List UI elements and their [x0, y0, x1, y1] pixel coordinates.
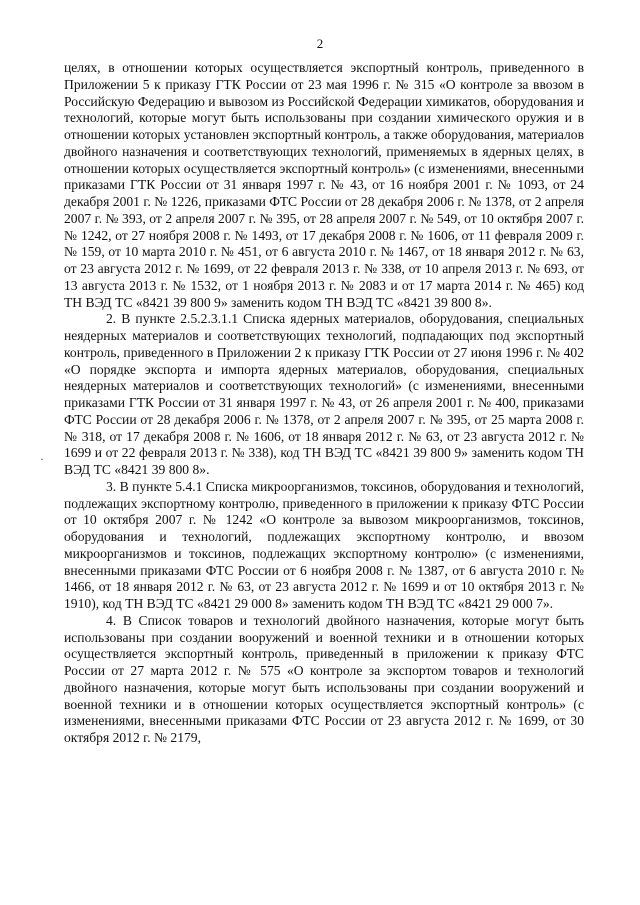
paragraph-item-3: 3. В пункте 5.4.1 Списка микроорганизмов, токсинов, оборудования и технологий, подлежащих экспортному контролю, приведенного в приложении к приказу ФТС России от 10 октября 2007 г. № 1242 «О контроле за вывозом микроорганизмов, токсинов, оборудования и технологий, подлежащих экспортному контролю, и ввозом микроорганизмов и токсинов, подлежащих экспортному контролю» (с изменениями, внесенными приказами ФТС России от 6 ноября 2008 г. № 1387, от 6 августа 2010 г. № 1466, от 18 января 2012 г. № 63, от 23 августа 2012 г. № 1699 и от 10 октября 2013 г. № 1910), код ТН ВЭД ТС «8421 29 000 8» заменить кодом ТН ВЭД ТС «8421 29 000 7». [64, 478, 584, 611]
paragraph-item-2: 2. В пункте 2.5.2.3.1.1 Списка ядерных материалов, оборудования, специальных неядерных материалов и соответствующих технологий, подпадающих под экспортный контроль, приведенного в Приложении 2 к приказу ГТК России от 27 июня 1996 г. № 402 «О порядке экспорта и импорта ядерных материалов, оборудования, специальных неядерных материалов и соответствующих технологий» (с изменениями, внесенными приказами ГТК России от 31 января 1997 г. № 43, от 26 апреля 2001 г. № 400, приказами ФТС России от 28 декабря 2006 г. № 1378, от 2 апреля 2007 г. № 395, от 25 марта 2008 г. № 318, от 17 декабря 2008 г. № 1606, от 18 января 2012 г. № 63, от 23 августа 2012 г. № 1699 и от 22 февраля 2013 г. № 338), код ТН ВЭД ТС «8421 39 800 9» заменить кодом ТН ВЭД ТС «8421 39 800 8». [64, 311, 584, 477]
paragraph-continuation: целях, в отношении которых осуществляется экспортный контроль, приведенного в Приложении 5 к приказу ГТК России от 23 мая 1996 г. № 315 «О контроле за ввозом в Российскую Федерацию и вывозом из Российской Федерации химикатов, оборудования и технологий, которые могут быть использованы при создании химического оружия и в отношении которых установлен экспортный контроль, а также оборудования, материалов двойного назначения и соответствующих технологий, применяемых в ядерных целях, в отношении которых осуществляется экспортный контроль» (с изменениями, внесенными приказами ГТК России от 31 января 1997 г. № 43, от 16 ноября 2001 г. № 1093, от 24 декабря 2001 г. № 1226, приказами ФТС России от 28 декабря 2006 г. № 1378, от 2 апреля 2007 г. № 393, от 2 апреля 2007 г. № 395, от 28 апреля 2007 г. № 549, от 10 октября 2007 г. № 1242, от 27 ноября 2008 г. № 1493, от 17 декабря 2008 г. № 1606, от 11 февраля 2009 г. № 159, от 10 марта 2010 г. № 451, от 6 августа 2010 г. № 1467, от 18 января 2012 г. № 63, от 23 августа 2012 г. № 1699, от 22 февраля 2013 г. № 338, от 10 апреля 2013 г. № 693, от 13 августа 2013 г. № 1532, от 1 ноября 2013 г. № 2083 и от 17 марта 2014 г. № 465) код ТН ВЭД ТС «8421 39 800 9» заменить кодом ТН ВЭД ТС «8421 39 800 8». [64, 60, 584, 310]
margin-mark: · [40, 452, 44, 466]
paragraph-item-4: 4. В Список товаров и технологий двойного назначения, которые могут быть использованы при создании вооружений и военной техники и в отношении которых осуществляется экспортный контроль, приведенный в приложении к приказу ФТС России от 27 марта 2012 г. № 575 «О контроле за экспортом товаров и технологий двойного назначения, которые могут быть использованы при создании вооружений и военной техники и в отношении которых осуществляется экспортный контроль» (с изменениями, внесенными приказами ФТС России от 23 августа 2012 г. № 1699, от 30 октября 2012 г. № 2179, [64, 612, 584, 745]
body-text [64, 60, 584, 747]
page-number: 2 [316, 36, 324, 51]
